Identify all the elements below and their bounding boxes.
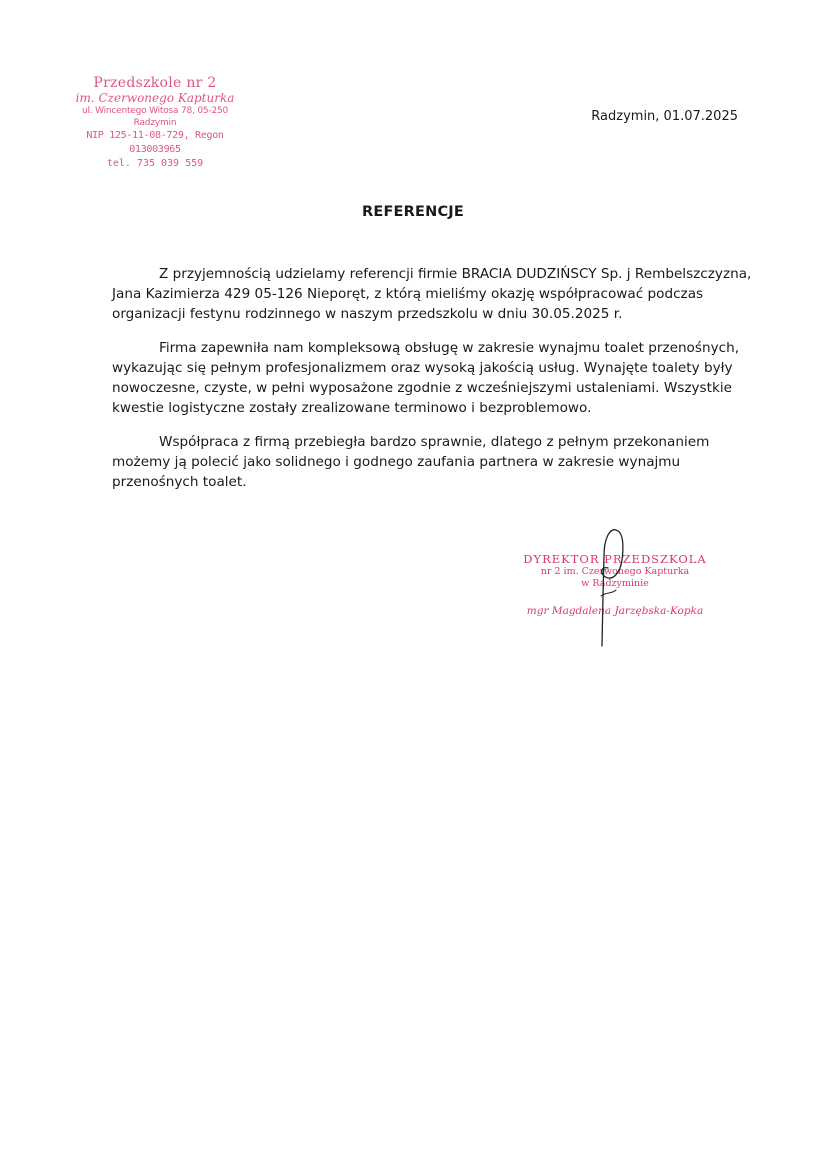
paragraph-1: Z przyjemnością udzielamy referencji firmie BRACIA DUDZIŃSCY Sp. j Rembelszczyzna, Jana Kazimierza 429 05-126 Nieporęt, z którą mieliśmy okazję współpracować podczas organizacji festynu rodzinnego w naszym przedszkolu w dniu 30.05.2025 r.	[112, 266, 752, 322]
document-date: Radzymin, 01.07.2025	[591, 109, 738, 124]
director-stamp-city: w Radzyminie	[581, 578, 649, 589]
stamp-line-3: ul. Wincentego Witosa 78, 05-250 Radzymin	[81, 106, 229, 128]
institution-stamp	[60, 76, 250, 171]
director-stamp-institution: nr 2 im. Czerwonego Kapturka	[540, 566, 690, 577]
paragraph-2: Firma zapewniła nam kompleksową obsługę w zakresie wynajmu toalet przenośnych, wykazując się pełnym profesjonalizmem oraz wysoką jakością usług. Wynajęte toalety były nowoczesne, czyste, w pełni wyposażone zgodnie z wcześniejszymi ustaleniami. Wszystkie kwestie logistyczne zostały zrealizowane terminowo i bezproblemowo.	[112, 340, 740, 416]
stamp-line-1: Przedszkole nr 2	[93, 75, 217, 91]
paragraph-3: Współpraca z firmą przebiegła bardzo sprawnie, dlatego z pełnym przekonaniem możemy ją polecić jako solidnego i godnego zaufania partnera w zakresie wynajmu przenośnych toalet.	[112, 434, 710, 490]
handwritten-signature	[592, 526, 632, 648]
stamp-line-4: NIP 125-11-08-729, Regon 013003965	[86, 130, 224, 155]
stamp-line-5: tel. 735 039 559	[106, 158, 204, 169]
document-body	[112, 264, 752, 506]
stamp-line-2: im. Czerwonego Kapturka	[75, 91, 235, 105]
director-name: mgr Magdalena Jarzębska-Kopka	[526, 605, 704, 617]
director-stamp-title: DYREKTOR PRZEDSZKOLA	[523, 552, 707, 566]
document-title: REFERENCJE	[361, 204, 465, 220]
